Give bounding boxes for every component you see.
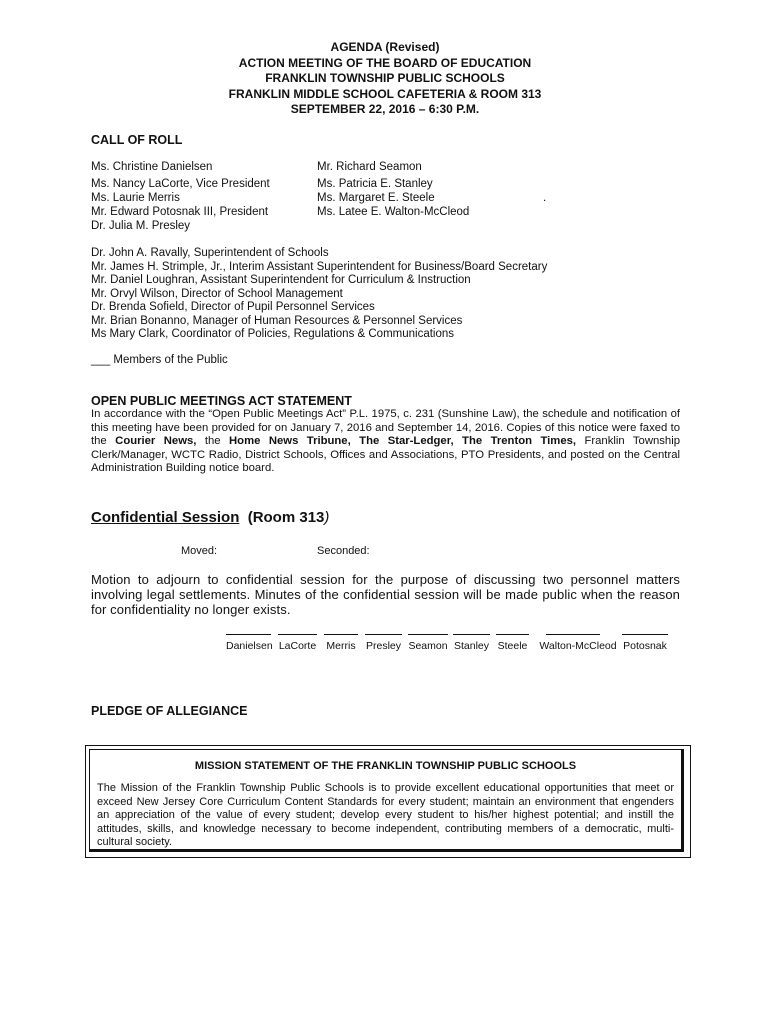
header-line-4: FRANKLIN MIDDLE SCHOOL CAFETERIA & ROOM 313 — [228, 86, 542, 101]
vote-name: Potosnak — [623, 640, 667, 652]
vote-merris — [324, 634, 358, 653]
pledge-of-allegiance: PLEDGE OF ALLEGIANCE — [91, 704, 248, 718]
vote-walton-mccleod — [538, 634, 618, 653]
vote-name: Danielsen — [226, 640, 273, 652]
header-line-5: SEPTEMBER 22, 2016 – 6:30 P.M. — [290, 102, 480, 116]
roll-member: Dr. Julia M. Presley — [91, 220, 191, 232]
courier-news: Courier News, — [115, 435, 197, 447]
roll-member: Ms. Laurie Merris — [91, 192, 180, 204]
confidential-session-label: Confidential Session — [91, 509, 240, 526]
vote-name: Seamon — [408, 640, 448, 652]
roll-left-column — [91, 160, 270, 233]
vote-presley — [365, 634, 402, 653]
roll-member: Ms. Christine Danielsen — [91, 161, 213, 173]
vote-name: Merris — [326, 640, 356, 652]
staff-member: Mr. Orvyl Wilson, Director of School Management — [91, 287, 343, 300]
header-line-2: ACTION MEETING OF THE BOARD OF EDUCATION — [238, 55, 532, 70]
seconded-label: Seconded: — [317, 545, 370, 557]
roll-member: Ms. Nancy LaCorte, Vice President — [91, 178, 270, 190]
vote-name: Presley — [365, 640, 401, 652]
staff-member: Mr. James H. Strimple, Jr., Interim Assistant Superintendent for Business/Board Secretary — [91, 260, 548, 273]
motion-text: Motion to adjourn to confidential session for the purpose of discussing two personnel matters involving legal settlements. Minutes of the confidential session will be made public when the reason for confidentiality no longer exists. — [91, 572, 680, 617]
vote-row — [0, 634, 770, 664]
staff-member: Dr. John A. Ravally, Superintendent of Schools — [91, 247, 329, 259]
vote-potosnak — [622, 634, 668, 653]
confidential-session-title — [91, 511, 329, 525]
opma-text-b: the — [196, 435, 230, 447]
vote-name: Steele — [497, 640, 528, 652]
header-line-3: FRANKLIN TOWNSHIP PUBLIC SCHOOLS — [265, 71, 505, 85]
roll-member: Ms. Patricia E. Stanley — [317, 178, 433, 190]
opma-statement — [91, 408, 680, 476]
vote-danielsen — [226, 634, 271, 653]
vote-lacorte — [278, 634, 317, 653]
header-line-1: AGENDA (Revised) — [330, 40, 440, 54]
staff-member: Mr. Daniel Loughran, Assistant Superintendent for Curriculum & Instruction — [91, 274, 471, 286]
opma-title: OPEN PUBLIC MEETINGS ACT STATEMENT — [91, 394, 352, 408]
roll-member: Mr. Richard Seamon — [317, 161, 422, 173]
vote-seamon — [408, 634, 448, 653]
moved-label: Moved: — [181, 545, 218, 557]
newspapers: Home News Tribune, The Star-Ledger, The Trenton Times, — [229, 435, 577, 447]
stray-dot: . — [543, 192, 547, 204]
staff-member: Ms Mary Clark, Coordinator of Policies, Regulations & Communications — [91, 328, 455, 340]
staff-list — [91, 247, 547, 342]
vote-name: Stanley — [453, 640, 490, 652]
opma-text-a: In accordance with the “Open Public Meetings Act” P.L. 1975, c. 231 (Sunshine Law), the schedule and notification of this meeting have been provided for on January 7, 2016 and September 14, 2016. Copies of this notice were faxed to the — [91, 408, 680, 447]
mission-statement-body: The Mission of the Franklin Township Public Schools is to provide excellent educational opportunities that meet or exceed New Jersey Core Curriculum Content Standards for every student; maintain an environment that engenders an appreciation of the value of every student; develop every student to his/her highest potential; and instill the attitudes, skills, and knowledge necessary to become independent, contributing members of a democratic, multi-cultural society. — [97, 782, 674, 848]
members-of-public: ___ Members of the Public — [91, 354, 228, 366]
opma-text-c: Franklin Township Clerk/Manager, WCTC Radio, District Schools, Offices and Associations, PTO Presidents, and posted on the Central Administration Building notice board. — [91, 435, 680, 474]
roll-right-column — [317, 160, 469, 219]
mission-statement-title: MISSION STATEMENT OF THE FRANKLIN TOWNSHIP PUBLIC SCHOOLS — [194, 760, 577, 772]
staff-member: Dr. Brenda Sofield, Director of Pupil Personnel Services — [91, 301, 375, 313]
mission-statement-box — [85, 745, 691, 858]
vote-stanley — [453, 634, 490, 653]
vote-name: Walton-McCleod — [539, 640, 617, 652]
mission-statement-inner — [89, 749, 684, 852]
agenda-header — [0, 40, 770, 118]
confidential-room: (Room 313 — [239, 509, 325, 526]
roll-member: Ms. Latee E. Walton-McCleod — [317, 206, 470, 218]
confidential-paren: ) — [324, 509, 330, 526]
staff-member: Mr. Brian Bonanno, Manager of Human Resources & Personnel Services — [91, 314, 463, 327]
vote-steele — [496, 634, 529, 653]
call-of-roll-title: CALL OF ROLL — [91, 133, 183, 147]
roll-member: Ms. Margaret E. Steele — [317, 192, 435, 204]
roll-member: Mr. Edward Potosnak III, President — [91, 206, 269, 218]
vote-name: LaCorte — [278, 640, 317, 652]
